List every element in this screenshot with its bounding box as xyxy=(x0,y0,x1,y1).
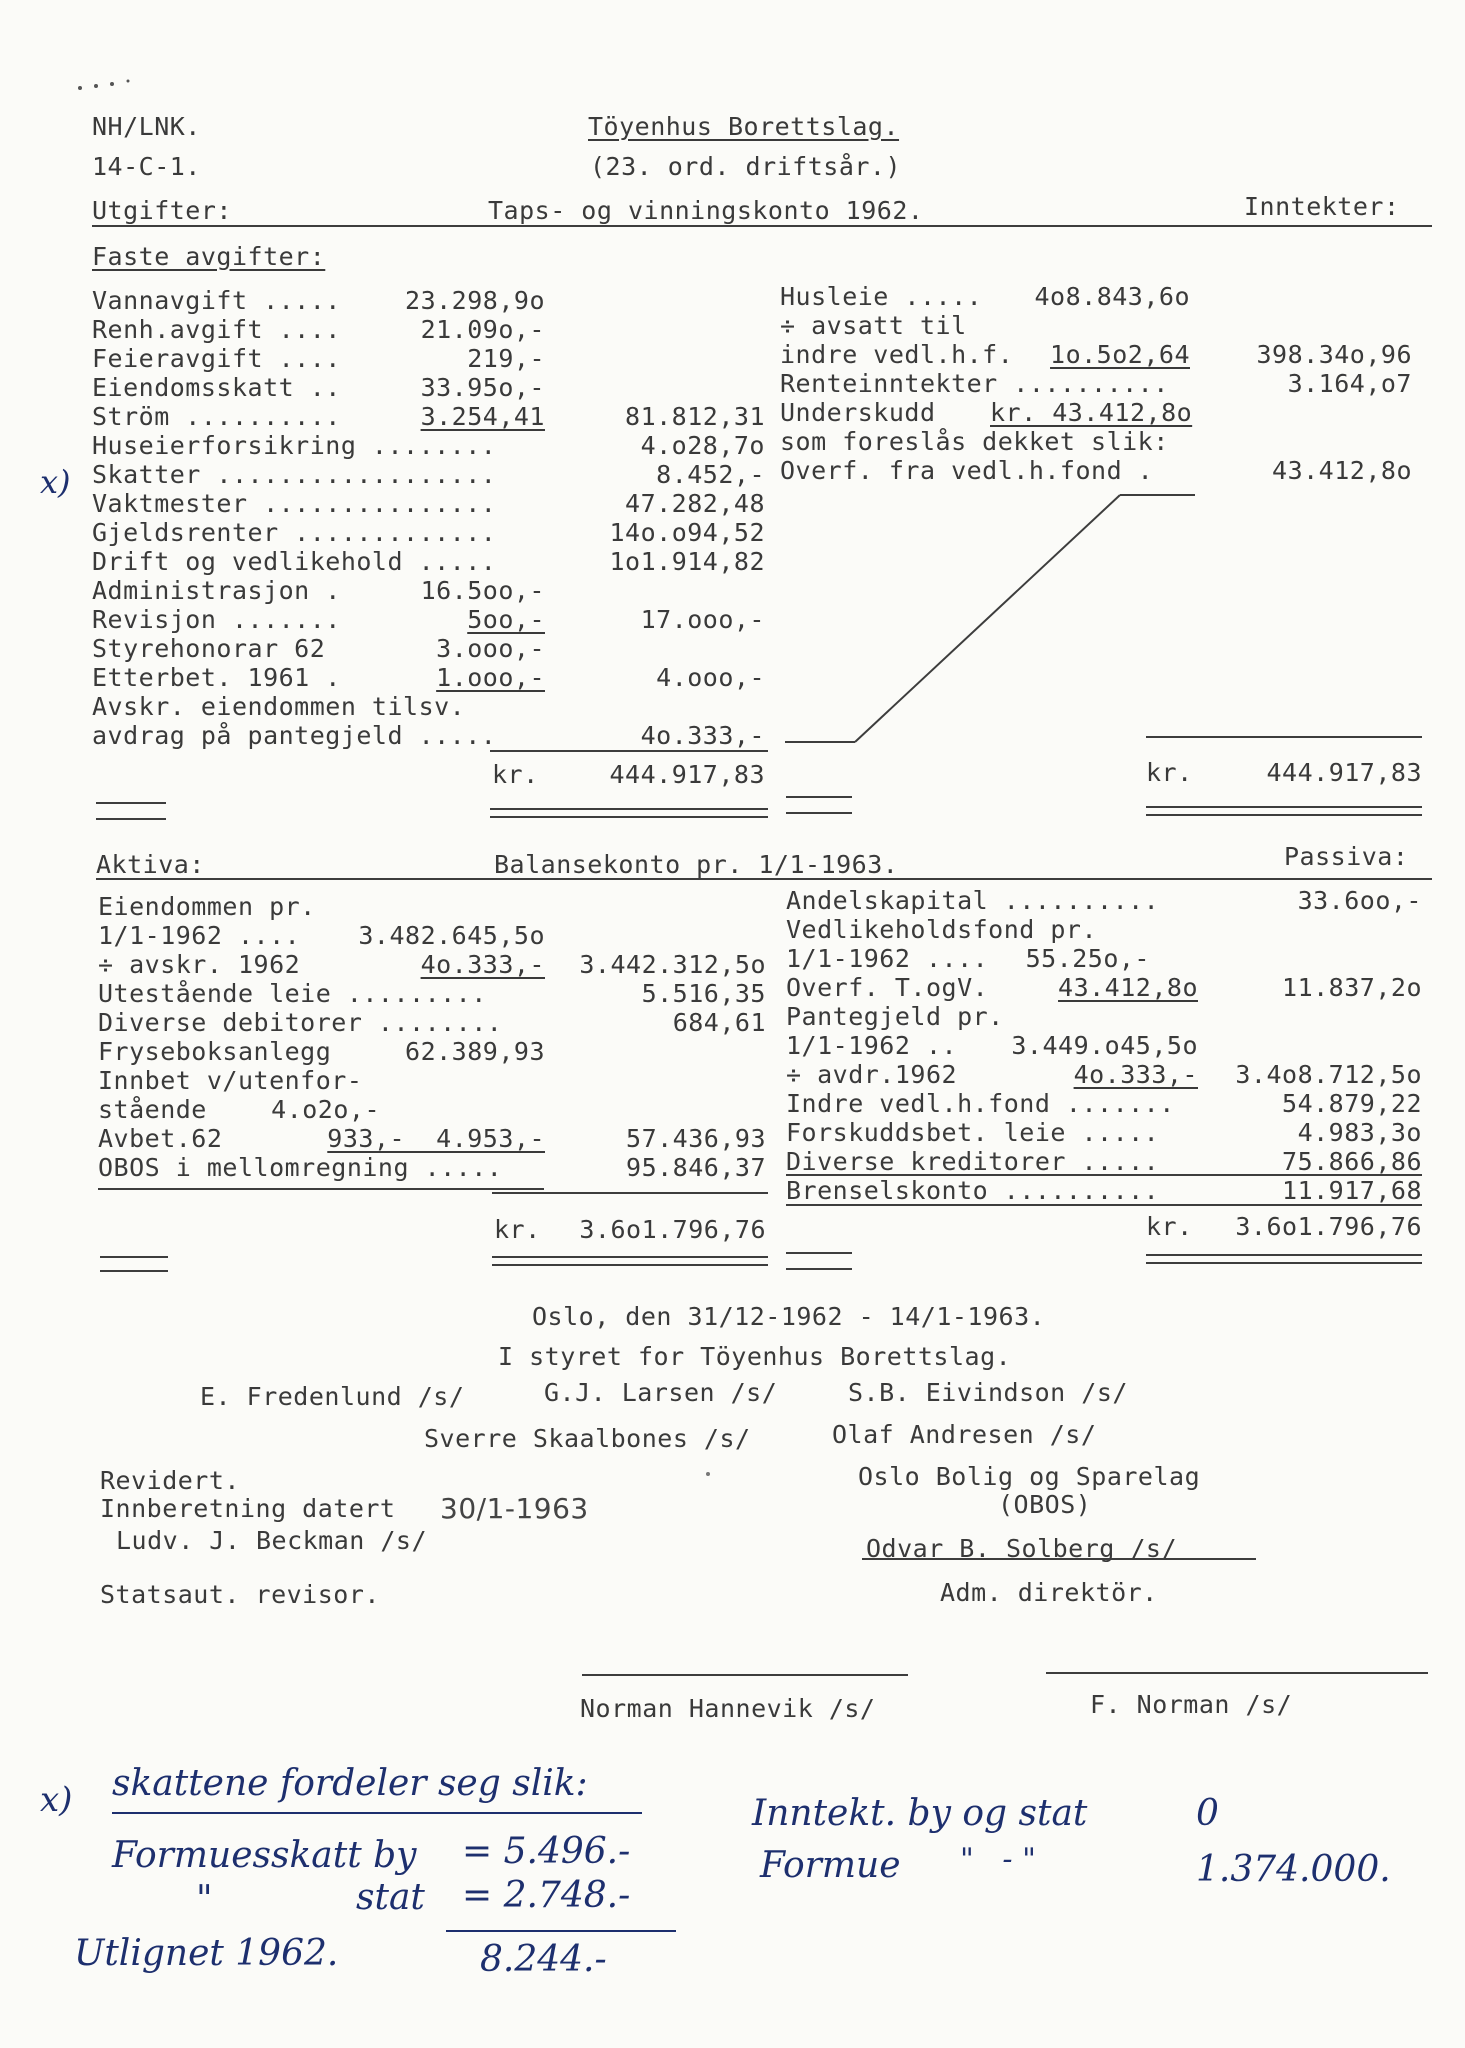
expenses-double-rule-2 xyxy=(490,816,768,818)
fixed-charges-heading: Faste avgifter: xyxy=(92,242,326,271)
assets-double-rule-1 xyxy=(492,1256,768,1258)
liabilities-left-rule-1 xyxy=(786,1252,852,1254)
income-left-rule-2 xyxy=(786,812,852,814)
expenses-left-rule-1 xyxy=(96,802,166,804)
note-mark: x) xyxy=(40,1780,73,1820)
expenses-total: 444.917,83 xyxy=(609,760,765,789)
fiscal-year: (23. ord. driftsår.) xyxy=(590,152,902,181)
balance-title: Balansekonto pr. 1/1-1963. xyxy=(494,850,899,879)
note-wealth-tax-city-value: = 5.496.- xyxy=(462,1831,631,1872)
liabilities-sum-rule xyxy=(786,1204,1422,1206)
balance-header-rule xyxy=(96,878,1432,880)
income-heading: Inntekter: xyxy=(1244,192,1400,221)
note-wealth-value: 1.374.000. xyxy=(1196,1849,1391,1890)
punch-dots xyxy=(74,78,134,92)
note-heading-rule xyxy=(112,1812,642,1814)
signature-larsen: G.J. Larsen /s/ xyxy=(544,1378,778,1407)
expenses-double-rule-1 xyxy=(490,808,768,810)
expenses-total-label: kr. xyxy=(492,760,539,789)
obos-abbrev: (OBOS) xyxy=(998,1490,1092,1519)
note-income-tax-value: 0 xyxy=(1196,1793,1219,1834)
liabilities-total: 3.6o1.796,76 xyxy=(1235,1212,1422,1241)
income-left-rule-1 xyxy=(786,796,852,798)
expenses-sum-rule xyxy=(490,750,768,752)
signature-skaalbones: Sverre Skaalbones /s/ xyxy=(424,1424,751,1453)
signature-beckman: Ludv. J. Beckman /s/ xyxy=(116,1526,428,1555)
assets-left-rule-2 xyxy=(100,1270,168,1272)
audited-label: Revidert. xyxy=(100,1466,240,1495)
assets-double-rule-2 xyxy=(492,1264,768,1266)
expenses-heading: Utgifter: xyxy=(92,196,232,225)
board-statement: I styret for Töyenhus Borettslag. xyxy=(498,1342,1012,1371)
hannevik-rule xyxy=(582,1674,908,1676)
assets-total: 3.6o1.796,76 xyxy=(579,1215,766,1244)
signature-eivindson: S.B. Eivindson /s/ xyxy=(848,1378,1128,1407)
assets-left-rule-1 xyxy=(100,1256,168,1258)
signature-hannevik: Norman Hannevik /s/ xyxy=(580,1694,876,1723)
expenses-left-rule-2 xyxy=(96,818,166,820)
liabilities-rule-1 xyxy=(786,1174,1422,1176)
liabilities-left-rule-2 xyxy=(786,1268,852,1270)
note-wealth-tax-city: Formuesskatt by xyxy=(112,1835,417,1876)
income-double-rule-2 xyxy=(1146,814,1422,816)
liabilities-double-rule-2 xyxy=(1146,1262,1422,1264)
organization-name: Töyenhus Borettslag. xyxy=(588,112,900,141)
signature-solberg: Odvar B. Solberg /s/ xyxy=(866,1534,1178,1563)
assets-heading: Aktiva: xyxy=(96,850,205,879)
speck xyxy=(706,1472,710,1476)
margin-mark: x) xyxy=(40,463,71,501)
report-date: 30/1-1963 xyxy=(440,1492,589,1525)
note-wealth: Formue xyxy=(760,1845,901,1886)
income-total-label: kr. xyxy=(1146,758,1193,787)
assets-total-label: kr. xyxy=(494,1215,541,1244)
file-code: 14-C-1. xyxy=(92,152,201,181)
norman-rule xyxy=(1046,1672,1428,1674)
document-page: NH/LNK. 14-C-1. Töyenhus Borettslag. (23. ord. driftsår.) Utgifter: Taps- og vinningskonto 1962. Inntekter: Faste avgifter: Vannavgift ..... 23.298,9o Renh.avgift .... 21.09o,- Feieravgift .... 219,- Eiendomsskatt .. 33.95o,- Ström .......... 3.254,41 81.812,31 Huseierforsikring ........ 4.o28,7o Skatter .................. 8.452,- Vaktmester ............... 47.282,48 Gjeldsrenter ............. 14o.o94,52 Drift og vedlikehold ..... 1o1.914,82 Administrasjon . 16.5oo,- Revisjon ....... 5oo,- 17.ooo,- Styrehonorar 62 3.ooo,- Etterbet. 1961 . 1.ooo,- 4.ooo,- Avskr. eiendommen tilsv. avdrag på pantegjeld ..... 4o.333,- kr. 444.917,83 Husleie ..... 4o8.843,6o ÷ avsatt til indre vedl.h.f. 1o.5o2,64 398.34o,96 Renteinntekter .......... 3.164,o7 Underskudd kr. 43.412,8o som foreslås dekket slik: Overf. fra vedl.h.fond . 43.412,8o kr. 444.917,83 Aktiva: Balansekonto pr. 1/1-1963. Passiva: Eiendommen pr. 1/1-1962 .... 3.482.645,5o ÷ avskr. 1962 4o.333,- 3.442.312,5o Utestående leie ......... 5.516,35 Diverse debitorer ........ 684,61 Fryseboksanlegg 62.389,93 Innbet v/utenfor- stående 4.o2o,- Avbet.62 933,- 4.953,- 57.436,93 OBOS i mellomregning ..... 95.846,37 kr. 3.6o1.796,76 Andelskapital .......... 33.6oo,- Vedlikeholdsfond pr. 1/1-1962 .... 55.25o,- Overf. T.ogV. 43.412,8o 11.837,2o Pantegjeld pr. 1/1-1962 .. 3.449.o45,5o ÷ avdr.1962 4o.333,- 3.4o8.712,5o Indre vedl.h.fond ....... 54.879,22 Forskuddsbet. leie ..... 4.983,3o Diverse kreditorer ..... 75.866,86 Brenselskonto .......... 11.917,68 kr. 3.6o1.796,76 Oslo, den 31/12-1962 - 14/1-1963. I styret for Töyenhus Borettslag. E. Fredenlund /s/ G.J. Larsen /s/ S.B. Eivindson /s/ Sverre Skaalbones /s/ Olaf Andresen /s/ Revidert. Innberetning datert 30/1-1963 Ludv. J. Beckman /s/ Statsaut. revisor. Oslo Bolig og Sparelag (OBOS) Odvar B. Solberg /s/ Adm. direktör. Norman Hannevik /s/ F. Norman /s/ x) x) skattene fordeler seg slik: Formuesskatt by = 5.496.- " stat = 2.748.- Utlignet 1962. 8.244.- Inntekt. by og stat 0 Formue " - " 1.374.000. xyxy=(0,0,1465,2048)
place-and-date: Oslo, den 31/12-1962 - 14/1-1963. xyxy=(532,1302,1046,1331)
director-title: Adm. direktör. xyxy=(940,1578,1158,1607)
note-total-value: 8.244.- xyxy=(480,1939,607,1980)
auditor-title: Statsaut. revisor. xyxy=(100,1580,380,1609)
note-income-tax: Inntekt. by og stat xyxy=(752,1793,1088,1834)
liabilities-double-rule-1 xyxy=(1146,1254,1422,1256)
income-double-rule-1 xyxy=(1146,806,1422,808)
signature-andresen: Olaf Andresen /s/ xyxy=(832,1420,1097,1449)
header-rule xyxy=(92,225,1432,227)
obos-name: Oslo Bolig og Sparelag xyxy=(858,1462,1201,1491)
note-heading: skattene fordeler seg slik: xyxy=(112,1763,588,1804)
note-state-label: stat xyxy=(356,1877,425,1918)
assets-left-rule xyxy=(98,1188,544,1190)
report-dated-label: Innberetning datert xyxy=(100,1494,396,1523)
signature-fredenlund: E. Fredenlund /s/ xyxy=(200,1382,465,1411)
note-wealth-tax-state-value: = 2.748.- xyxy=(462,1875,631,1916)
reference-code: NH/LNK. xyxy=(92,112,201,141)
solberg-rule xyxy=(862,1558,1256,1560)
income-total: 444.917,83 xyxy=(1266,758,1422,787)
note-sum-rule xyxy=(446,1930,676,1932)
note-ditto-marks: " - " xyxy=(960,1842,1036,1877)
income-sum-rule xyxy=(1146,736,1422,738)
liabilities-heading: Passiva: xyxy=(1284,842,1409,871)
note-ditto: " xyxy=(196,1879,213,1920)
signature-norman: F. Norman /s/ xyxy=(1090,1690,1293,1719)
assets-sum-rule xyxy=(492,1192,768,1194)
note-assessed: Utlignet 1962. xyxy=(74,1933,339,1974)
account-title: Taps- og vinningskonto 1962. xyxy=(488,196,924,225)
liabilities-total-label: kr. xyxy=(1146,1212,1193,1241)
transfer-line xyxy=(780,490,1200,750)
